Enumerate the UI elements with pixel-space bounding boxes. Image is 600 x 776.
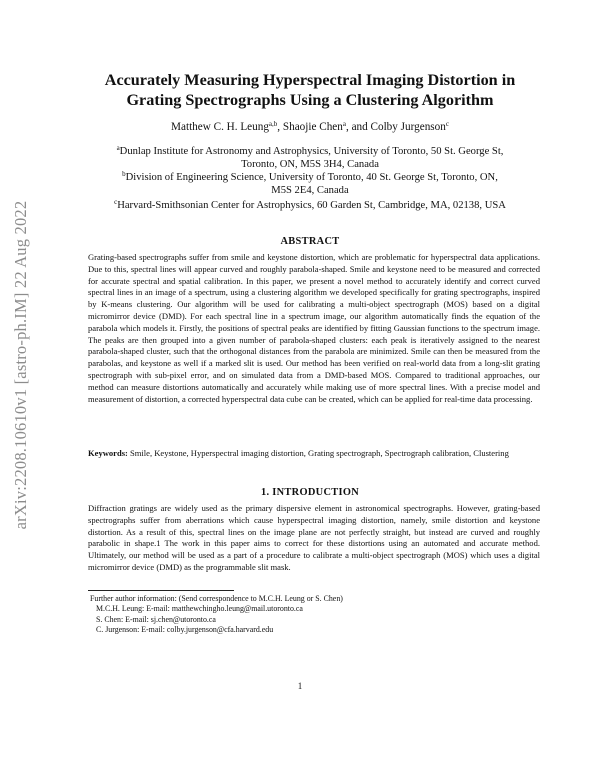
affiliation-mark: c	[114, 198, 118, 206]
affiliation-mark: b	[122, 170, 126, 178]
affiliation-text: Dunlap Institute for Astronomy and Astrophysics, University of Toronto, 50 St. George St,	[119, 146, 504, 157]
author-affil-mark: a	[342, 120, 346, 128]
arxiv-stamp-text: arXiv:2208.10610v1 [astro-ph.IM] 22 Aug 2022	[11, 200, 30, 530]
introduction-body: Diffraction gratings are widely used as the primary dispersive element in astronomical spectrographs. However, grating-based spectrographs suffer from aberrations which cause hyperspectral imaging distortion, namely, smile distortion and keystone distortion. As a result of this, spectral lines on the image plane are not perfectly straight, but instead are curved and roughly parabolic in shape.1 The work in this paper aims to correct for these distortions using an automated and accurate method. Ultimately, our method will be used as a part of a procedure to calibrate a multi-object spectrograph (MOS) which uses a digital micromirror device (DMD) as the programmable slit mask.	[88, 503, 540, 572]
affiliation-c	[62, 199, 558, 212]
footnote-line: S. Chen: E-mail: sj.chen@utoronto.ca	[96, 614, 216, 624]
footnote-line: Further author information: (Send correspondence to M.C.H. Leung or S. Chen)	[90, 594, 343, 603]
page-number: 1	[297, 681, 303, 691]
author-name: Colby Jurgenson	[370, 121, 446, 133]
title-line-1: Accurately Measuring Hyperspectral Imaging Distortion in	[104, 71, 516, 89]
keywords	[88, 448, 540, 460]
affiliation-text: Toronto, ON, M5S 3H4, Canada	[241, 159, 379, 170]
keywords-text: Smile, Keystone, Hyperspectral imaging distortion, Grating spectrograph, Spectrograph calibration, Clustering	[127, 448, 509, 458]
affiliation-mark: a	[116, 144, 120, 152]
footnotes	[90, 594, 490, 636]
footnote-rule	[88, 590, 234, 591]
abstract-body: Grating-based spectrographs suffer from smile and keystone distortion, which are problematic for hyperspectral data applications. Due to this, spectral lines will appear curved and roughly parabola-shaped. Smile and keystone need to be measured and corrected for accurate spectral and spatial calibration. In this paper, we present a novel method to accurately identify and correct curved spectral lines in an image of a spectrum, using a clustering algorithm we developed specifically for grating spectrographs, inspired by K-means clustering. Our algorithm will be used for calibrating a multi-object spectrograph (MOS) based on a digital micromirror device (DMD). For each spectral line in a spectrum image, our algorithm automatically finds the equation of the parabola which models it. Firstly, the positions of spectral peaks are identified by fitting Gaussian functions to the spectrum image. The peaks are then grouped into a given number of parabola-shaped clusters: each peak is iteratively assigned to the nearest parabola-shaped cluster, such that the orthogonal distances from the parabola are minimized. Smile can then be measured from the parabolas, and keystone as well if a marked slit is used. Our method has been verified on real-world data from a long-slit grating spectrograph with sub-pixel error, and on simulated data from a DMD-based MOS. Compared to traditional approaches, our method can measure distortions automatically and accurately while making use of more spectral lines. With a precise model and measurement of distortion, a corrected hyperspectral data cube can be created, which can be applied for real-time data processing.	[88, 252, 540, 404]
author-affil-mark: c	[445, 120, 449, 128]
author-name: Matthew C. H. Leung	[171, 121, 269, 133]
author-affil-mark: a,b	[268, 120, 278, 128]
author-name: Shaojie Chen	[282, 121, 343, 133]
paper-title	[62, 70, 558, 110]
author-list: Matthew C. H. Leung$^{a,b}$, Shaojie Chen$^a$, and Colby Jurgenson$^c$	[171, 120, 449, 133]
affiliation-text: Division of Engineering Science, University of Toronto, 40 St. George St, Toronto, ON,	[125, 172, 498, 183]
affiliation-a	[62, 145, 558, 171]
title-line-2: Grating Spectrographs Using a Clustering Algorithm	[126, 91, 494, 109]
abstract-heading: ABSTRACT	[280, 236, 340, 247]
section-heading-introduction: 1. INTRODUCTION	[260, 487, 360, 498]
footnote-line: M.C.H. Leung: E-mail: matthewchingho.leung@mail.utoronto.ca	[96, 604, 303, 614]
affiliation-text: M5S 2E4, Canada	[271, 185, 349, 196]
footnote-line: C. Jurgenson: E-mail: colby.jurgenson@cfa.harvard.edu	[96, 625, 274, 635]
arxiv-identifier-stamp	[10, 150, 32, 580]
keywords-label: Keywords:	[88, 448, 128, 458]
affiliation-b	[62, 171, 558, 197]
affiliation-text: Harvard-Smithsonian Center for Astrophysics, 60 Garden St, Cambridge, MA, 02138, USA	[117, 200, 506, 211]
